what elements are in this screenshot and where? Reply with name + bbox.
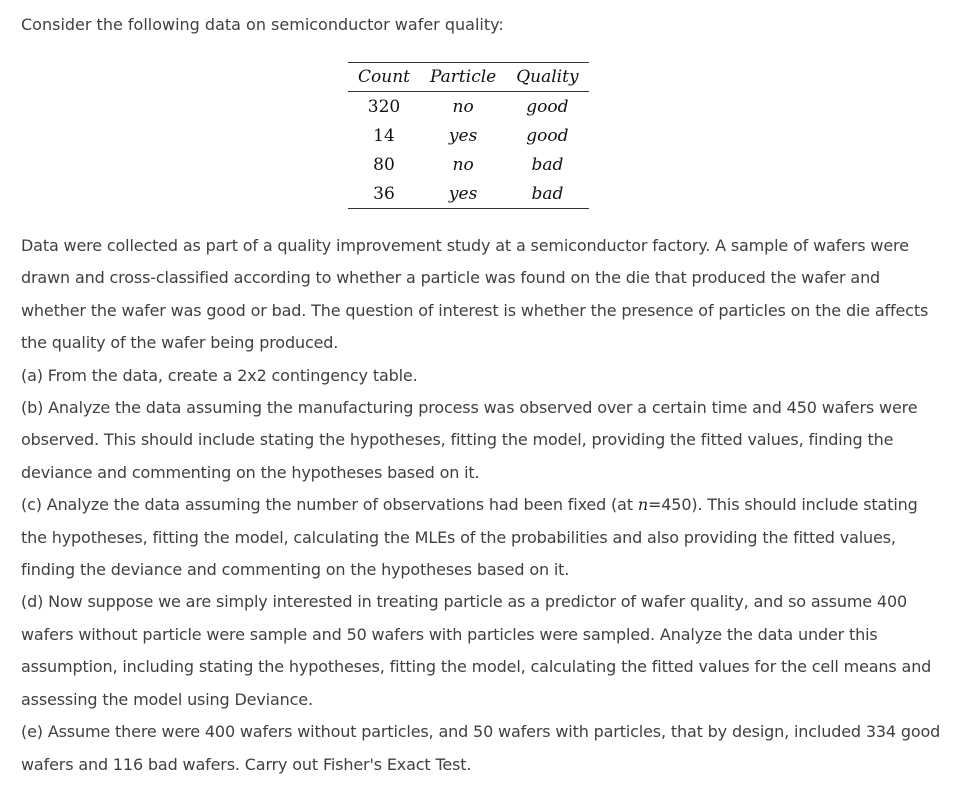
- cell-quality: bad: [506, 179, 588, 209]
- part-d: (d) Now suppose we are simply interested in treating particle as a predictor of wafer quality, and so assume 400 wafers without particle were sample and 50 wafers with particles were sampled. Analyze the data under this assumption, including stating the hypotheses, fitting the model, calculating the fitted values for the cell means and assessing the model using Deviance.: [21, 592, 932, 709]
- part-c-end: =450). This should include stating the hypotheses, fitting the model, calculating the MLEs of the probabilities and also providing the fitted values, finding the deviance and commenting on the hypotheses based on it.: [21, 495, 918, 580]
- cell-count: 36: [348, 179, 420, 209]
- header-particle: Particle: [420, 63, 506, 92]
- header-count: Count: [348, 63, 420, 92]
- intro-text: Consider the following data on semiconductor wafer quality:: [21, 15, 504, 34]
- cell-particle: no: [452, 154, 474, 175]
- cell-count: 320: [367, 96, 401, 117]
- table-row: [348, 179, 589, 209]
- wafer-data-table: [348, 62, 589, 209]
- math-n: n: [637, 495, 648, 515]
- part-c: [21, 489, 941, 586]
- part-c-start: (c) Analyze the data assuming the number of observations had been fixed (at: [21, 495, 638, 515]
- cell-quality: bad: [531, 154, 564, 175]
- study-description: Data were collected as part of a quality improvement study at a semiconductor factory. A sample of wafers were drawn and cross-classified according to whether a particle was found on the die that produced the wafer and whether the wafer was good or bad. The question of interest is whether the presence of particles on the die affects the quality of the wafer being produced.: [21, 236, 929, 353]
- part-a: (a) From the data, create a 2x2 contingency table.: [21, 365, 418, 385]
- header-quality: Quality: [506, 63, 588, 92]
- part-b: (b) Analyze the data assuming the manufacturing process was observed over a certain time and 450 wafers were observed. This should include stating the hypotheses, fitting the model, providing the fitted values, finding the deviance and commenting on the hypotheses based on it.: [21, 398, 918, 482]
- part-e: (e) Assume there were 400 wafers without particles, and 50 wafers with particles, that by design, included 334 good wafers and 116 bad wafers. Carry out Fisher's Exact Test.: [21, 722, 941, 774]
- cell-quality: good: [526, 125, 569, 146]
- cell-particle: yes: [448, 125, 478, 146]
- cell-count: 80: [373, 154, 395, 175]
- cell-particle: no: [452, 96, 474, 117]
- table-row: [348, 150, 589, 179]
- cell-quality: good: [526, 96, 569, 117]
- question-body: [21, 230, 941, 781]
- table-row: [348, 92, 589, 122]
- table-header-row: [348, 63, 589, 92]
- cell-count: 14: [373, 125, 395, 146]
- table-row: [348, 121, 589, 150]
- cell-particle: yes: [420, 179, 506, 209]
